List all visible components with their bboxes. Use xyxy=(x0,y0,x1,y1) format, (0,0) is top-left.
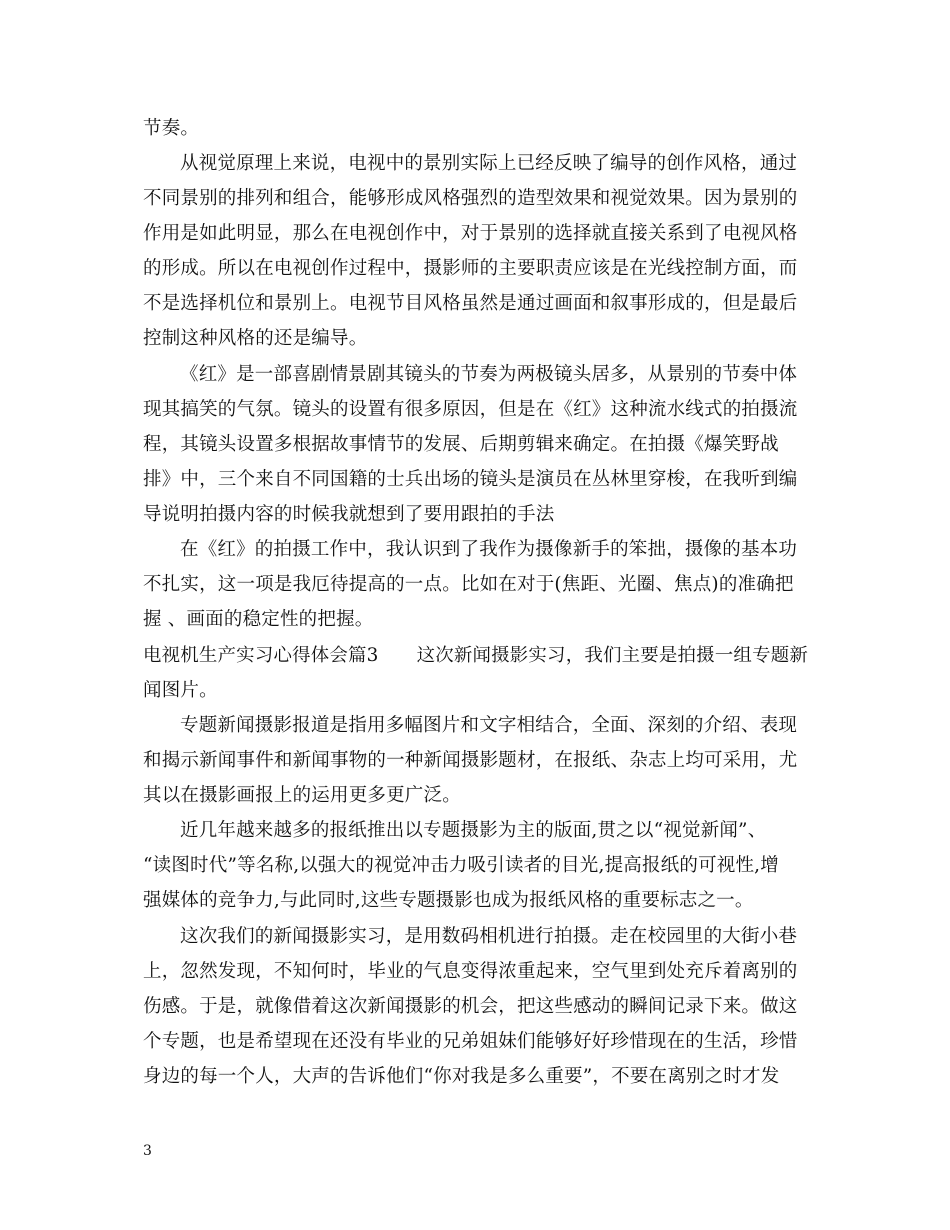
text-line: 排》中，三个来自不同国籍的士兵出场的镜头是演员在丛林里穿梭，在我听到编 xyxy=(143,469,798,490)
text-line: 节奏。 xyxy=(143,118,200,139)
text-line: 闻图片。 xyxy=(143,680,218,701)
text-line: 在《红》的拍摄工作中，我认识到了我作为摄像新手的笨拙，摄像的基本功 xyxy=(180,539,798,560)
text-line: “读图时代”等名称,以强大的视觉冲击力吸引读者的目光,提高报纸的可视性,增 xyxy=(143,855,779,876)
text-line: 这次我们的新闻摄影实习，是用数码相机进行拍摄。走在校园里的大街小巷 xyxy=(180,926,798,947)
section-intro-text: 这次新闻摄影实习，我们主要是拍摄一组专题新 xyxy=(416,645,808,666)
text-line: 其以在摄影画报上的运用更多更广泛。 xyxy=(143,785,461,806)
text-line: 不同景别的排列和组合，能够形成风格强烈的造型效果和视觉效果。因为景别的 xyxy=(143,188,798,209)
text-line: 身边的每一个人，大声的告诉他们“你对我是多么重要”，不要在离别之时才发 xyxy=(143,1066,780,1087)
text-line: 作用是如此明显，那么在电视创作中，对于景别的选择就直接关系到了电视风格 xyxy=(143,223,798,244)
text-line: 《红》是一部喜剧情景剧其镜头的节奏为两极镜头居多，从景别的节奏中体 xyxy=(180,364,798,385)
text-line: 上，忽然发现，不知何时，毕业的气息变得浓重起来，空气里到处充斥着离别的 xyxy=(143,961,798,982)
page-number: 3 xyxy=(143,1143,152,1159)
text-line: 程，其镜头设置多根据故事情节的发展、后期剪辑来确定。在拍摄《爆笑野战 xyxy=(143,434,779,455)
text-line: 控制这种风格的还是编导。 xyxy=(143,328,368,349)
text-line: 不是选择机位和景别上。电视节目风格虽然是通过画面和叙事形成的，但是最后 xyxy=(143,293,798,314)
text-line: 不扎实，这一项是我厄待提高的一点。比如在对于(焦距、光圈、焦点)的准确把 xyxy=(143,574,794,595)
text-line: 伤感。于是，就像借着这次新闻摄影的机会，把这些感动的瞬间记录下来。做这 xyxy=(143,996,798,1017)
text-line: 的形成。所以在电视创作过程中，摄影师的主要职责应该是在光线控制方面，而 xyxy=(143,258,798,279)
text-line: 从视觉原理上来说，电视中的景别实际上已经反映了编导的创作风格，通过 xyxy=(180,153,798,174)
section-heading: 电视机生产实习心得体会篇3 xyxy=(143,645,379,666)
text-line: 握 、画面的稳定性的把握。 xyxy=(143,609,374,630)
text-line: 个专题，也是希望现在还没有毕业的兄弟姐妹们能够好好珍惜现在的生活，珍惜 xyxy=(143,1031,798,1052)
text-line: 导说明拍摄内容的时候我就想到了要用跟拍的手法 xyxy=(143,504,555,525)
text-line: 和揭示新闻事件和新闻事物的一种新闻摄影题材，在报纸、杂志上均可采用，尤 xyxy=(143,750,798,771)
text-line: 专题新闻摄影报道是指用多幅图片和文字相结合，全面、深刻的介绍、表现 xyxy=(180,715,798,736)
section-heading-line xyxy=(143,643,808,669)
text-line: 现其搞笑的气氛。镜头的设置有很多原因，但是在《红》这种流水线式的拍摄流 xyxy=(143,399,798,420)
text-line: 强媒体的竞争力,与此同时,这些专题摄影也成为报纸风格的重要标志之一。 xyxy=(143,890,754,911)
text-line: 近几年越来越多的报纸推出以专题摄影为主的版面,贯之以“视觉新闻”、 xyxy=(180,820,767,841)
